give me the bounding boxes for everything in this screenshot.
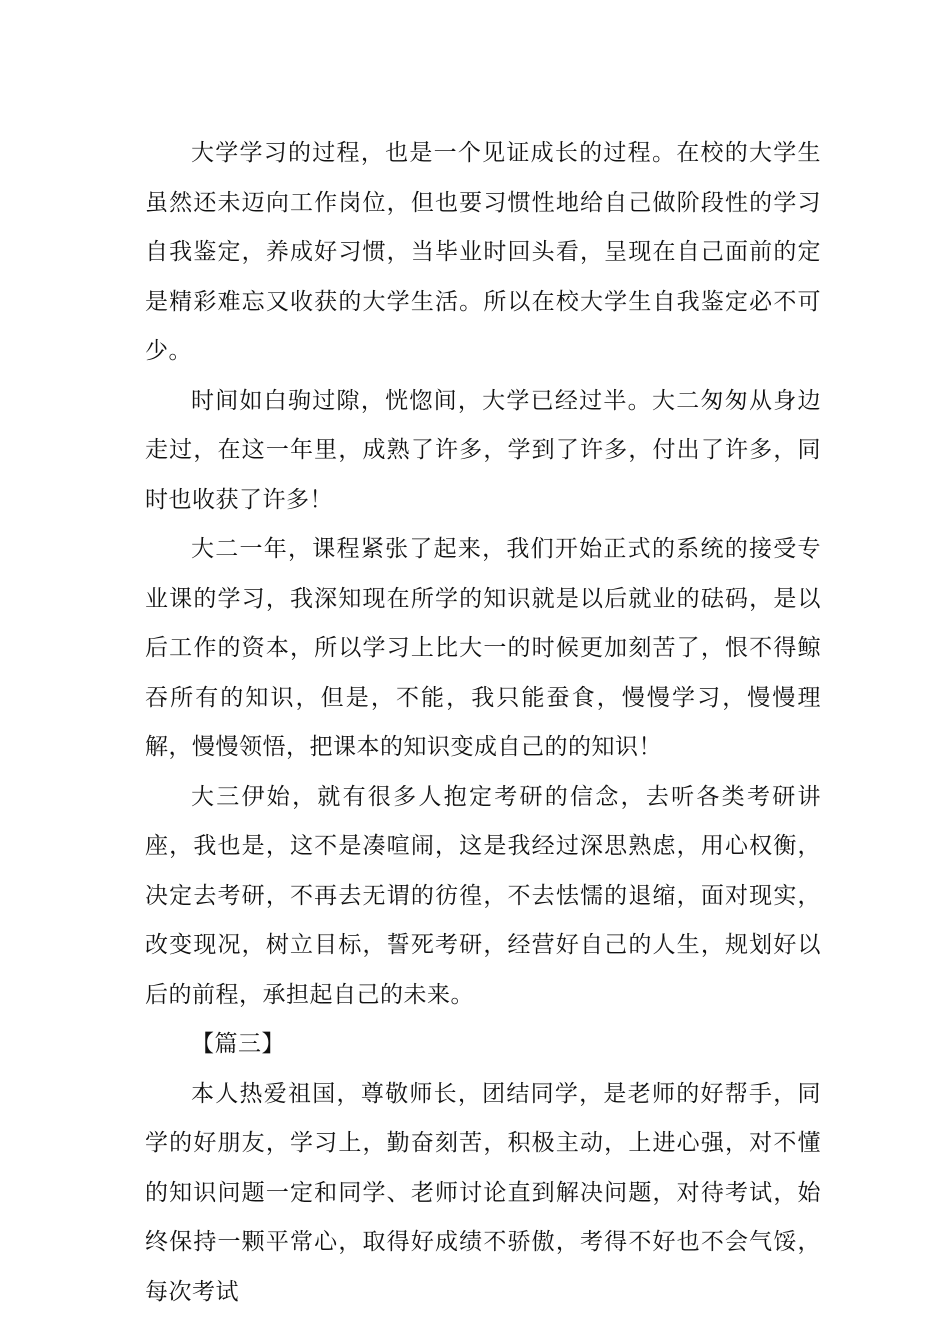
document-body [145,129,821,1317]
paragraph-intro: 大学学习的过程，也是一个见证成长的过程。在校的大学生虽然还未迈向工作岗位，但也要习惯性地给自己做阶段性的学习自我鉴定，养成好习惯，当毕业时回头看，呈现在自己面前的定是精彩难忘又收获的大学生活。所以在校大学生自我鉴定必不可少。 [145,140,821,364]
paragraph-time: 时间如白驹过隙，恍惚间，大学已经过半。大二匆匆从身边走过，在这一年里，成熟了许多，学到了许多，付出了许多，同时也收获了许多！ [145,387,821,513]
section-heading: 【篇三】 [191,1031,285,1057]
paragraph-junior: 大三伊始，就有很多人抱定考研的信念，去听各类考研讲座，我也是，这不是凑喧闹，这是我经过深思熟虑，用心权衡，决定去考研，不再去无谓的彷徨，不去怯懦的退缩，面对现实，改变现况，树立目标，誓死考研，经营好自己的人生，规划好以后的前程，承担起自己的未来。 [145,783,821,1008]
paragraph-sophomore: 大二一年，课程紧张了起来，我们开始正式的系统的接受专业课的学习，我深知现在所学的知识就是以后就业的砝码，是以后工作的资本，所以学习上比大一的时候更加刻苦了，恨不得鲸吞所有的知识，但是，不能，我只能蚕食，慢慢学习，慢慢理解，慢慢领悟，把课本的知识变成自己的的知识！ [145,536,821,760]
paragraph-section-three: 本人热爱祖国，尊敬师长，团结同学，是老师的好帮手，同学的好朋友，学习上，勤奋刻苦，积极主动，上进心强，对不懂的知识问题一定和同学、老师讨论直到解决问题，对待考试，始终保持一颗平常心，取得好成绩不骄傲，考得不好也不会气馁，每次考试 [145,1080,821,1305]
